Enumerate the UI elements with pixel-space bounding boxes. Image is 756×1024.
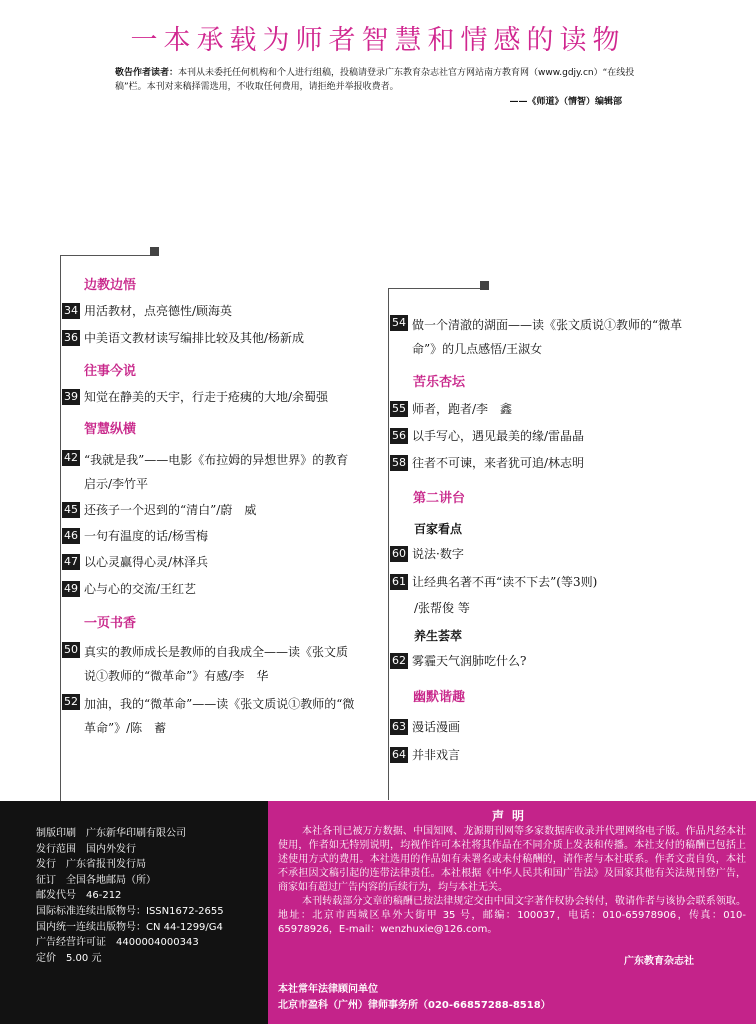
page-number: 50	[64, 643, 78, 656]
author-notice	[115, 66, 635, 94]
info-line: 发行 广东省报刊发行局	[36, 859, 146, 871]
toc-item[interactable]	[390, 544, 710, 564]
notice-label: 敬告作者读者：	[115, 68, 179, 78]
toc-item[interactable]	[390, 572, 710, 592]
article-author: /张帮俊 等	[414, 601, 470, 615]
statement-paragraph: 本社各刊已被万方数据、中国知网、龙源期刊网等多家数据库收录并代理网络电子版。作品凡经本社使用，作者如无特别说明，均视作许可本社将其作品在不同介质上发表和传播。本社支付的稿酬已包括上述使用方式的费用。本社选用的作品如有未署名或未付稿酬的，请作者与本社联系。作者文责自负，本社不承担因文稿引起的连带法律责任。本社根据《中华人民共和国广告法》及国家其他有关法规刊登广告，商家如有超过广告内容的后续行为，均与本社无关。	[278, 826, 746, 893]
article-title: 做一个清澈的湖面——读《张文质说①教师的“微革命”》的几点感悟/王淑女	[412, 318, 683, 356]
subsection-title: 百家看点	[414, 522, 463, 536]
page-number: 47	[64, 555, 78, 568]
info-line: 定价 5.00 元	[36, 952, 102, 964]
article-title: 加油，我的“微革命”——读《张文质说①教师的“微革命”》/陈 蓄	[84, 697, 355, 735]
toc-item[interactable]	[62, 552, 362, 572]
statement-panel	[268, 801, 756, 1024]
publication-info-panel	[0, 801, 268, 1024]
article-title: 中美语文教材读写编排比较及其他/杨新成	[84, 331, 305, 345]
section-title: 苦乐杏坛	[413, 375, 466, 390]
statement-signature: 广东教育杂志社	[624, 956, 694, 967]
counsel-label: 本社常年法律顾问单位	[278, 984, 378, 995]
article-title: 知觉在静美的天宇，行走于疮痍的大地/余蜀强	[84, 390, 329, 404]
article-title: 以手写心，遇见最美的缘/雷晶晶	[412, 429, 585, 443]
page-number: 39	[64, 390, 78, 403]
page-number: 63	[392, 720, 406, 733]
notice-text: 本刊从未委托任何机构和个人进行组稿，投稿请登录广东教育杂志社官方网站南方教育网（www.gdjy.cn）“在线投稿”栏。本刊对来稿择需选用，不收取任何费用，请拒绝并举报收费者。	[115, 68, 635, 92]
article-title: 并非戏言	[412, 748, 461, 762]
page-number: 45	[64, 503, 78, 516]
article-title: 一句有温度的话/杨雪梅	[84, 529, 209, 543]
page-number: 62	[392, 654, 406, 667]
notice-signature: ——《师道》（情智）编辑部	[509, 97, 622, 107]
article-title: 师者，跑者/李 鑫	[412, 402, 513, 416]
page-number: 55	[392, 402, 406, 415]
info-line: 发行范围 国内外发行	[36, 843, 136, 855]
article-title: 真实的教师成长是教师的自我成全——读《张文质说①教师的“微革命”》有感/李 华	[84, 645, 349, 683]
toc-item[interactable]	[62, 692, 358, 740]
publication-info	[36, 826, 224, 966]
right-frame-top	[388, 288, 484, 289]
section-title: 第二讲台	[413, 491, 466, 506]
toc-item[interactable]	[62, 526, 362, 546]
info-line: 制版印刷 广东新华印刷有限公司	[36, 828, 186, 839]
left-frame-line	[60, 255, 61, 815]
counsel-firm: 北京市盈科（广州）律师事务所（020-66857288-8518）	[278, 1000, 551, 1011]
article-title: 漫话漫画	[412, 720, 461, 734]
toc-item[interactable]	[390, 745, 710, 765]
page-number: 49	[64, 582, 78, 595]
subsection-title: 养生荟萃	[414, 629, 463, 643]
toc-item[interactable]	[62, 579, 362, 599]
article-title: 雾霾天气润肺吃什么?	[412, 654, 527, 668]
toc-item[interactable]	[62, 640, 358, 688]
page-number: 34	[64, 304, 78, 317]
section-title: 幽默谐趣	[413, 690, 466, 705]
statement-paragraph: 本刊转载部分文章的稿酬已按法律规定交由中国文字著作权协会转付，敬请作者与该协会联系领取。地址：北京市西城区阜外大街甲 35 号，邮编：100037，电话：010-65978906，传真：010-65978926，E-mail：wenzhuxie@126.com。	[278, 896, 746, 935]
toc-item[interactable]	[62, 500, 362, 520]
info-line: 国内统一连续出版物号：CN 44-1299/G4	[36, 921, 223, 933]
article-title: “我就是我”——电影《布拉姆的异想世界》的教育启示/李竹平	[84, 453, 349, 491]
info-line: 征订 全国各地邮局（所）	[36, 874, 156, 886]
section-title: 智慧纵横	[84, 422, 137, 437]
statement-body	[278, 825, 746, 937]
info-line: 广告经营许可证 4400004000343	[36, 937, 199, 949]
article-title: 还孩子一个迟到的“清白”/蔚 威	[84, 503, 257, 517]
info-line: 国际标准连续出版物号：ISSN1672-2655	[36, 905, 224, 917]
page-number: 54	[392, 316, 406, 329]
right-frame-square	[480, 281, 489, 290]
article-title: 往者不可谏，来者犹可追/林志明	[412, 456, 585, 470]
page-number: 61	[392, 575, 406, 588]
info-line: 邮发代号 46-212	[36, 890, 122, 902]
toc-item[interactable]	[390, 651, 710, 671]
toc-item[interactable]	[62, 448, 358, 496]
toc-item[interactable]	[390, 426, 710, 446]
left-frame-top	[60, 255, 154, 256]
toc-item[interactable]	[62, 328, 362, 348]
article-title: 以心灵赢得心灵/林泽兵	[84, 555, 209, 569]
page-number: 56	[392, 429, 406, 442]
statement-title: 声明	[491, 809, 532, 823]
page-number: 46	[64, 529, 78, 542]
article-title: 让经典名著不再“读不下去”(等3则)	[412, 575, 598, 589]
article-title: 说法·数字	[412, 547, 464, 561]
left-frame-square	[150, 247, 159, 256]
section-title: 往事今说	[84, 364, 137, 379]
page-number: 58	[392, 456, 406, 469]
toc-item[interactable]	[390, 453, 710, 473]
page-number: 64	[392, 748, 406, 761]
toc-item[interactable]	[390, 399, 710, 419]
page-number: 42	[64, 451, 78, 464]
article-title: 心与心的交流/王红艺	[84, 582, 197, 596]
right-frame-line	[388, 288, 389, 800]
legal-counsel	[278, 982, 551, 1014]
toc-item[interactable]	[390, 313, 696, 361]
toc-item[interactable]	[62, 387, 362, 407]
page-number: 52	[64, 695, 78, 708]
page-number: 60	[392, 547, 406, 560]
section-title: 边教边悟	[84, 278, 137, 293]
page-number: 36	[64, 331, 78, 344]
article-title: 用活教材，点亮德性/顾海英	[84, 304, 233, 318]
toc-item[interactable]	[390, 717, 710, 737]
slogan-title: 一本承载为师者智慧和情感的读物	[130, 25, 626, 56]
section-title: 一页书香	[84, 616, 137, 631]
toc-item[interactable]	[62, 301, 362, 321]
